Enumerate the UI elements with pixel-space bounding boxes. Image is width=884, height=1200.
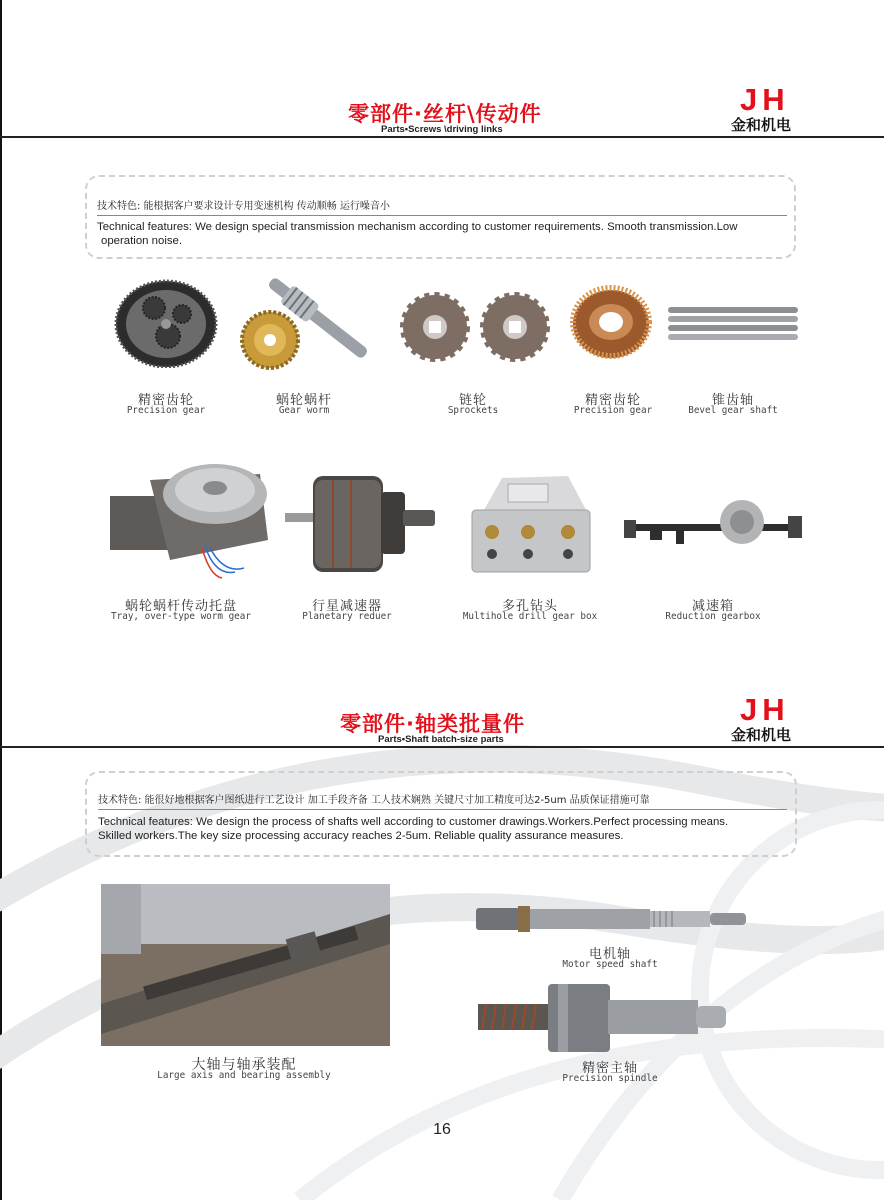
worm-gear-tray-image [110, 460, 270, 584]
reduction-gearbox-image [620, 494, 806, 564]
product-name-cn: 蜗轮蜗杆 [275, 393, 332, 408]
bevel-gear-shaft-image [666, 305, 802, 345]
product-name-en: Precision spindle [562, 1073, 658, 1084]
section2-features-rule [98, 809, 787, 810]
product-name-cn: 多孔钻头 [501, 599, 558, 614]
section2-features-box [85, 771, 797, 857]
product-name-en: Tray, over-type worm gear [111, 611, 251, 622]
product-name-en: Bevel gear shaft [688, 405, 778, 416]
section2-features-cn: 技术特色: 能很好地根据客户图纸进行工艺设计 加工手段齐备 工人技术娴熟 关键尺寸加工精度可达2-5um 品质保证措施可靠 [98, 795, 650, 806]
section1-subtitle: Parts•Screws \driving links [381, 124, 503, 135]
bronze-gear-image [570, 282, 652, 362]
product-name-en: Precision gear [573, 405, 653, 416]
logo-name: 金和机电 [731, 726, 792, 744]
section2-title: 零部件·轴类批量件 [340, 712, 525, 736]
logo-letters: JH [740, 82, 790, 117]
planetary-reducer-image [285, 466, 437, 582]
section1-features-box [85, 175, 796, 259]
section2-subtitle: Parts•Shaft batch-size parts [378, 734, 504, 745]
logo-letters: JH [740, 692, 790, 727]
section2-features-en-2: Skilled workers.The key size processing accuracy reaches 2-5um. Reliable quality assurance measures. [98, 830, 624, 842]
precision-gear-image [112, 278, 220, 368]
product-name-cn: 大轴与轴承装配 [191, 1057, 297, 1073]
logo-name: 金和机电 [731, 116, 792, 134]
product-name-cn: 蜗轮蜗杆传动托盘 [124, 599, 237, 614]
section2-features-en-1: Technical features: We design the process of shafts well according to customer drawings.Workers.Perfect processing means. [98, 816, 729, 828]
product-name-cn: 精密主轴 [581, 1061, 638, 1076]
page-number: 16 [433, 1121, 451, 1138]
section1-divider [0, 136, 884, 138]
section1-features-en-2: operation noise. [101, 235, 183, 247]
product-name-en: Reduction gearbox [665, 611, 761, 622]
product-name-cn: 精密齿轮 [584, 393, 641, 408]
motor-shaft-image [474, 902, 752, 938]
product-name-cn: 链轮 [458, 393, 487, 408]
product-name-en: Gear worm [278, 405, 330, 416]
sprockets-image [397, 290, 555, 364]
product-name-cn: 电机轴 [588, 947, 631, 962]
section2-divider [0, 746, 884, 748]
product-name-en: Large axis and bearing assembly [157, 1070, 331, 1081]
section1-title: 零部件·丝杆\传动件 [348, 102, 542, 126]
product-name-en: Precision gear [126, 405, 206, 416]
product-name-cn: 减速箱 [691, 599, 734, 614]
product-name-en: Planetary reduer [302, 611, 392, 622]
multihole-drill-image [464, 470, 594, 582]
product-name-en: Motor speed shaft [562, 959, 658, 970]
section1-features-rule [97, 215, 787, 216]
large-axis-photo [101, 884, 390, 1046]
gear-worm-image [238, 278, 380, 370]
product-name-cn: 精密齿轮 [137, 393, 194, 408]
product-name-cn: 行星减速器 [311, 599, 382, 614]
section1-features-en-1: Technical features: We design special transmission mechanism according to customer requirements. Smooth transmission.Low [97, 221, 738, 233]
product-name-cn: 锥齿轴 [711, 393, 754, 408]
section1-features-cn: 技术特色: 能根据客户要求设计专用变速机构 传动顺畅 运行噪音小 [97, 201, 390, 212]
precision-spindle-image [478, 982, 728, 1054]
product-name-en: Sprockets [447, 405, 499, 416]
product-name-en: Multihole drill gear box [462, 611, 598, 622]
